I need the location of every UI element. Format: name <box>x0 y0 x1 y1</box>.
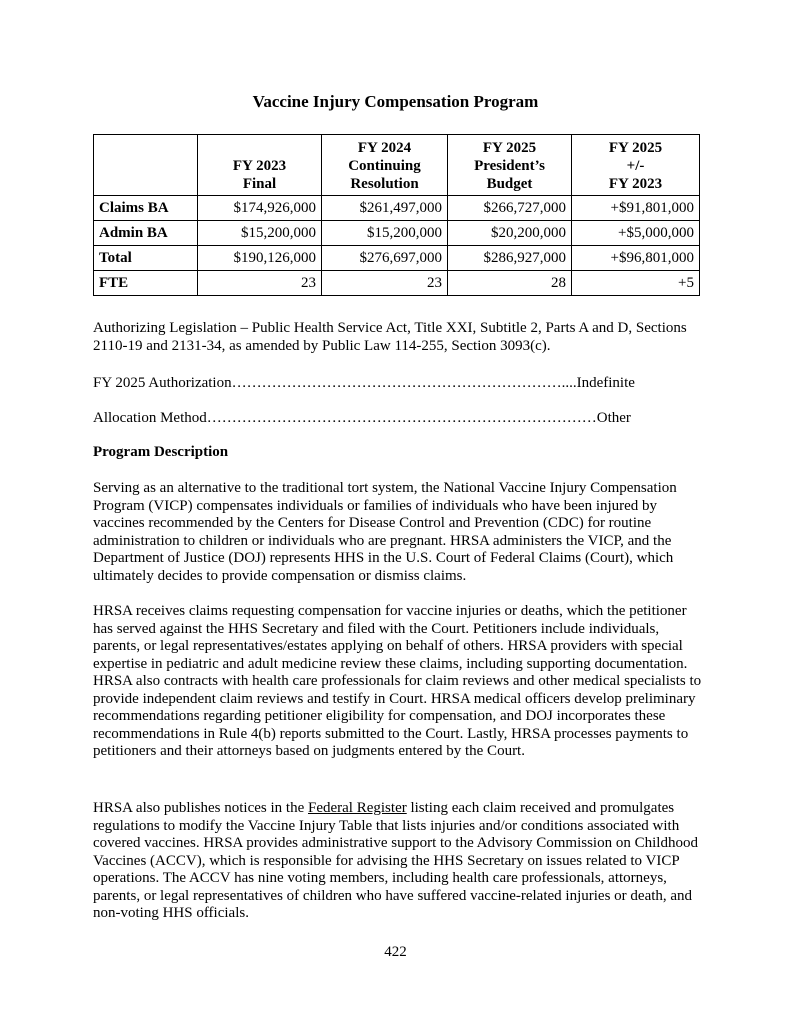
row-label: Admin BA <box>94 221 198 246</box>
paragraph-overview: Serving as an alternative to the traditional tort system, the National Vaccine Injury Compensation Program (VICP) compensates individuals or families of individuals who have been injured by vaccines recommended by the Centers for Disease Control and Prevention (CDC) for routine administration to children or individuals who are pregnant. HRSA administers the VICP, and the Department of Justice (DOJ) represents HHS in the U.S. Court of Federal Claims (Court), which ultimately decides to provide compensation or dismiss claims. <box>93 480 677 584</box>
table-cell: $15,200,000 <box>198 221 322 246</box>
authorization-line <box>93 375 703 393</box>
allocation-label: Allocation Method <box>93 410 207 426</box>
table-cell: $266,727,000 <box>448 196 572 221</box>
allocation-dots: …………………………………………………………………… <box>206 410 597 426</box>
table-cell: $174,926,000 <box>198 196 322 221</box>
paragraph-claims-process: HRSA receives claims requesting compensation for vaccine injuries or deaths, which the petitioner has served against the HHS Secretary and filed with the Court. Petitioners include individuals, parents, or legal representatives/estates applying on behalf of others. HRSA providers with special expertise in pediatric and adult medicine review these claims, including supporting documentation. HRSA also contracts with health care professionals for claim reviews and other medical specialists to provide independent claim reviews and testify in Court. HRSA medical officers develop preliminary recommendations regarding petitioner eligibility for compensation, and DOJ incorporates these recommendations in Rule 4(b) reports submitted to the Court. Lastly, HRSA processes payments to petitioners and their attorneys based on judgments entered by the Court. <box>93 603 702 759</box>
column-header: FY 2024 Continuing Resolution <box>322 135 448 196</box>
column-header: FY 2025 President’s Budget <box>448 135 572 196</box>
column-header <box>94 135 198 196</box>
table-cell: 23 <box>198 271 322 296</box>
table-cell: $286,927,000 <box>448 246 572 271</box>
table-cell: +$91,801,000 <box>572 196 700 221</box>
p3-before: HRSA also publishes notices in the <box>93 800 308 816</box>
table-cell: $20,200,000 <box>448 221 572 246</box>
table-cell: 28 <box>448 271 572 296</box>
p3-after: listing each claim received and promulgates regulations to modify the Vaccine Injury Table that lists injuries and/or conditions associated with covered vaccines. HRSA provides administrative support to the Advisory Commission on Childhood Vaccines (ACCV), which is responsible for advising the HHS Secretary on issues related to VICP operations. The ACCV has nine voting members, including health care professionals, attorneys, parents, or legal representatives of children who have suffered vaccine-related injuries or death, and non-voting HHS officials. <box>93 800 698 921</box>
page-title: Vaccine Injury Compensation Program <box>252 92 539 111</box>
row-label: Claims BA <box>94 196 198 221</box>
column-header: FY 2025 +/- FY 2023 <box>572 135 700 196</box>
table-cell: 23 <box>322 271 448 296</box>
table-cell: $15,200,000 <box>322 221 448 246</box>
paragraph-federal-register <box>93 800 703 923</box>
section-heading: Program Description <box>93 444 229 460</box>
table-row <box>94 221 700 246</box>
table-cell: +$96,801,000 <box>572 246 700 271</box>
table-row <box>94 196 700 221</box>
federal-register-link: Federal Register <box>308 800 407 816</box>
table-cell: +5 <box>572 271 700 296</box>
allocation-value: Other <box>596 410 631 426</box>
authorization-value: Indefinite <box>576 375 635 391</box>
column-header: FY 2023 Final <box>198 135 322 196</box>
table-row <box>94 271 700 296</box>
table-row <box>94 246 700 271</box>
authorizing-legislation: Authorizing Legislation – Public Health Service Act, Title XXI, Subtitle 2, Parts A and D, Sections 2110-19 and 2131-34, as amended by Public Law 114-255, Section 3093(c). <box>93 320 687 354</box>
authorization-label: FY 2025 Authorization <box>93 375 232 391</box>
page-number: 422 <box>384 944 407 960</box>
table-header-row <box>94 135 700 196</box>
table-cell: $276,697,000 <box>322 246 448 271</box>
budget-table <box>93 134 700 296</box>
authorization-dots: ………………………………………………………….... <box>231 375 577 391</box>
table-cell: $190,126,000 <box>198 246 322 271</box>
row-label: FTE <box>94 271 198 296</box>
table-cell: +$5,000,000 <box>572 221 700 246</box>
allocation-line <box>93 410 703 428</box>
row-label: Total <box>94 246 198 271</box>
table-cell: $261,497,000 <box>322 196 448 221</box>
